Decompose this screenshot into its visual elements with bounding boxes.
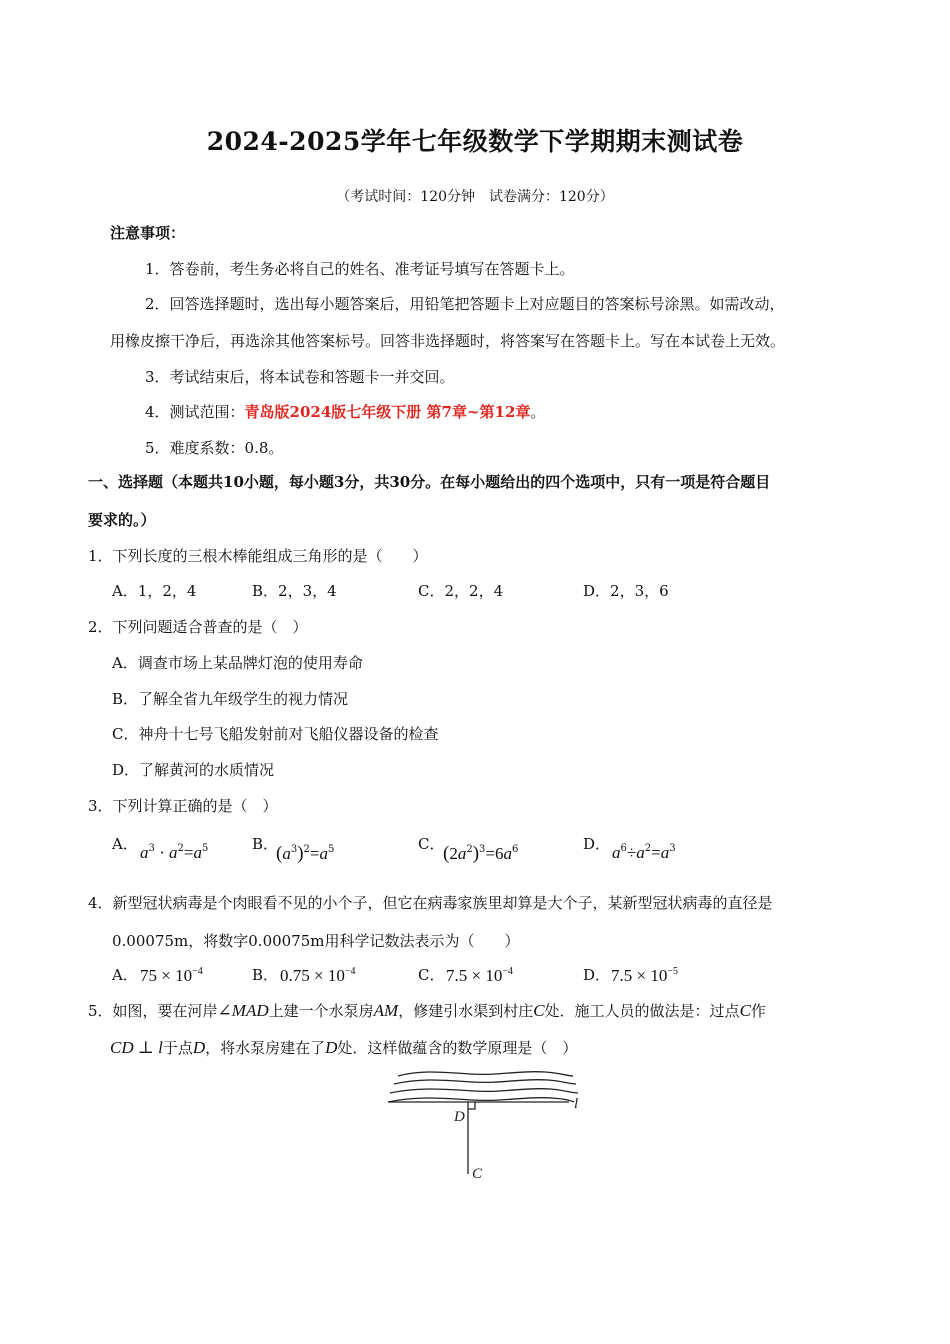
note-4-prefix: 4．测试范围：: [145, 403, 245, 421]
line-l-label: l: [574, 1096, 579, 1112]
note-3: 3．考试结束后，将本试卷和答题卡一并交回。: [145, 368, 455, 386]
q3-option-b-formula: $(a^3)^2=a^5$: [276, 843, 335, 864]
section-heading-line1: 一、选择题（本题共10小题，每小题3分，共30分。在每小题给出的四个选项中，只有一项是符合题目: [88, 473, 771, 491]
q5-stem-line2: CD ⊥ l于点D，将水泵房建在了D处．这样做蕴含的数学原理是（ ）: [110, 1038, 578, 1057]
q3-option-a-formula: $a^3 \cdot a^2=a^5$: [140, 843, 209, 862]
q4-option-d-formula: $7.5 \times 10^{-5}$: [611, 966, 678, 985]
q4-option-b-formula: $0.75 \times 10^{-4}$: [280, 966, 356, 985]
q3-option-a-label: A．: [112, 835, 138, 853]
q4-option-b-label: B．: [252, 966, 279, 984]
q4-option-a-label: A．: [112, 966, 138, 984]
q4-option-c-label: C．: [418, 966, 445, 984]
section-heading-line2: 要求的。）: [88, 511, 156, 529]
river-wave-line: [388, 1098, 574, 1102]
exam-title: 2024-2025学年七年级数学下学期期末测试卷: [206, 127, 744, 156]
note-1: 1．答卷前，考生务必将自己的姓名、准考证号填写在答题卡上。: [145, 260, 575, 278]
q1-option-d: D．2，3，6: [583, 582, 669, 600]
q1-option-b: B．2，3，4: [252, 582, 337, 600]
q3-option-d-formula: $a^6\div a^2=a^3$: [612, 843, 676, 862]
q2-option-d: D．了解黄河的水质情况: [112, 761, 275, 779]
q2-option-c: C．神舟十七号飞船发射前对飞船仪器设备的检查: [112, 725, 439, 743]
exam-subtitle: （考试时间：120分钟 试卷满分：120分）: [336, 189, 614, 205]
point-d-label: D: [454, 1109, 465, 1125]
river-wave-line: [398, 1072, 573, 1076]
q4-option-c-formula: $7.5 \times 10^{-4}$: [446, 966, 513, 985]
point-c-label: C: [472, 1166, 483, 1182]
river-wave-line: [394, 1080, 576, 1084]
note-2a: 2．回答选择题时，选出每小题答案后，用铅笔把答题卡上对应题目的答案标号涂黑。如需改动，: [145, 295, 785, 313]
q3-option-c-label: C．: [418, 835, 445, 853]
note-4: [145, 401, 545, 422]
q5-stem-line1: 5．如图，要在河岸∠MAD上建一个水泵房AM，修建引水渠到村庄C处．施工人员的做法是：过点C作: [88, 1001, 766, 1020]
q4-option-a-formula: $75 \times 10^{-4}$: [140, 966, 203, 985]
test-range: 青岛版2024版七年级下册 第7章~第12章: [244, 403, 531, 421]
q4-stem-line1: 4．新型冠状病毒是个肉眼看不见的小个子，但它在病毒家族里却算是大个子，某新型冠状病毒的直径是: [88, 894, 773, 912]
q2-option-a: A．调查市场上某品牌灯泡的使用寿命: [112, 654, 363, 672]
q1-option-a: A．1，2，4: [112, 582, 197, 600]
q3-option-d-label: D．: [583, 835, 611, 853]
q3-stem: 3．下列计算正确的是（ ）: [88, 797, 278, 815]
q2-stem: 2．下列问题适合普查的是（ ）: [88, 618, 308, 636]
q2-option-b: B．了解全省九年级学生的视力情况: [112, 690, 349, 708]
note-2b: 用橡皮擦干净后，再选涂其他答案标号。回答非选择题时，将答案写在答题卡上。写在本试卷上无效。: [110, 332, 786, 350]
q3-option-c-formula: $(2a^2)^3=6a^6$: [443, 843, 519, 864]
note-4-suffix: 。: [530, 403, 546, 421]
notes-heading: 注意事项：: [110, 224, 186, 242]
q3-option-b-label: B．: [252, 835, 279, 853]
river-figure: [380, 1066, 600, 1186]
q4-stem-line2: 0.00075m，将数字0.00075m用科学记数法表示为（ ）: [112, 932, 520, 950]
q1-stem: 1．下列长度的三根木棒能组成三角形的是（ ）: [88, 547, 428, 565]
note-5: 5．难度系数：0.8。: [145, 439, 284, 457]
q1-option-c: C．2，2，4: [418, 582, 504, 600]
river-wave-line: [390, 1089, 578, 1093]
right-angle-mark: [468, 1102, 475, 1109]
q4-option-d-label: D．: [583, 966, 611, 984]
